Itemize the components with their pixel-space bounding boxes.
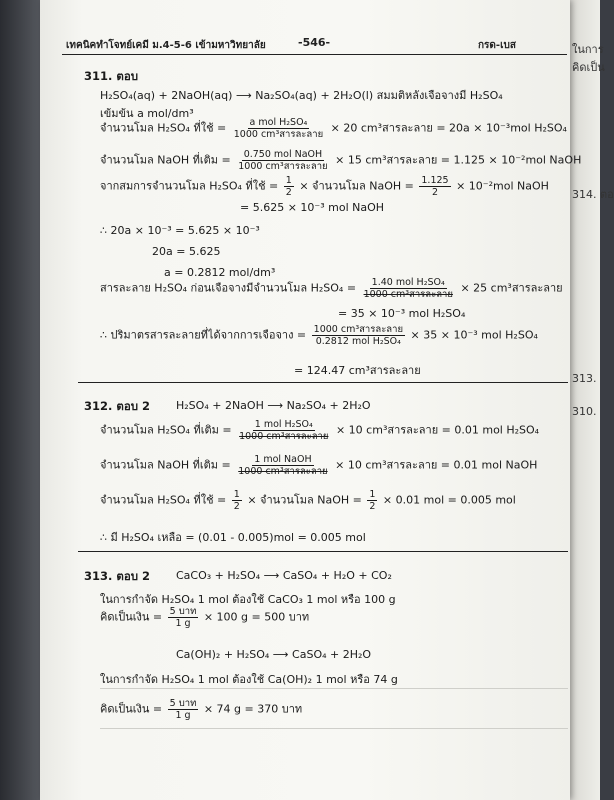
faint-line [100, 688, 568, 689]
denominator: 1 g [175, 710, 191, 721]
fraction [237, 419, 330, 442]
calc-result: = 35 × 10⁻³ mol H₂SO₄ [338, 307, 466, 320]
chapter-name: กรด-เบส [478, 40, 516, 51]
calc-rhs: × 20 cm³สารละลาย = 20a × 10⁻³mol H₂SO₄ [330, 121, 567, 135]
calc-mid: × จำนวนโมล NaOH = [299, 179, 414, 193]
calc-line [100, 454, 537, 477]
reaction-312: H₂SO₄ + 2NaOH ⟶ Na₂SO₄ + 2H₂O [176, 399, 371, 412]
fraction [232, 117, 325, 140]
calc-lhs: จำนวนโมล NaOH ที่เติม = [100, 153, 231, 167]
answer-label-312: 312. ตอบ 2 [84, 399, 151, 413]
adjacent-page [568, 0, 614, 800]
calc-line [100, 324, 538, 347]
numerator: 0.750 mol NaOH [243, 149, 323, 160]
faint-line [100, 728, 568, 729]
denominator: 2 [369, 501, 376, 512]
calc-rhs: × 74 g = 370 บาท [203, 702, 303, 716]
numerator: 1 mol H₂SO₄ [254, 419, 313, 430]
calc-lhs: คิดเป็นเงิน = [100, 702, 163, 716]
calc-line [100, 698, 302, 721]
page-number: -546- [298, 36, 331, 49]
fraction [236, 454, 329, 477]
numerator: 1.40 mol H₂SO₄ [371, 277, 445, 288]
fraction [367, 489, 377, 512]
adjacent-page-text: 313. [572, 372, 597, 385]
fraction [312, 324, 405, 347]
book-page [40, 0, 582, 800]
adjacent-page-text: คิดเป็น [572, 61, 605, 74]
calc-result: ∴ มี H₂SO₄ เหลือ = (0.01 - 0.005)mol = 0.005 mol [100, 531, 366, 544]
denominator: 0.2812 mol H₂SO₄ [315, 336, 401, 347]
numerator: a mol H₂SO₄ [249, 117, 308, 128]
calc-line [100, 175, 549, 198]
denominator: 2 [233, 501, 240, 512]
fraction [236, 149, 329, 172]
numerator: 1 [233, 489, 240, 500]
text-line: ในการกำจัด H₂SO₄ 1 mol ต้องใช้ CaCO₃ 1 mol หรือ 100 g [100, 593, 396, 606]
calc-lhs: สารละลาย H₂SO₄ ก่อนเจือจางมีจำนวนโมล H₂SO₄ = [100, 281, 357, 295]
numerator: 5 บาท [169, 698, 197, 709]
calc-line [100, 606, 309, 629]
numerator: 5 บาท [169, 606, 197, 617]
calc-rhs: × 10 cm³สารละลาย = 0.01 mol NaOH [335, 458, 538, 472]
numerator: 1.125 [421, 175, 449, 186]
denominator: 1000 cm³สารละลาย [239, 431, 329, 442]
calc-rhs: × 15 cm³สารละลาย = 1.125 × 10⁻²mol NaOH [335, 153, 582, 167]
adjacent-page-text: 314. ตอ [572, 188, 614, 201]
calc-step: 20a = 5.625 [152, 245, 221, 258]
denominator: 1000 cm³สารละลาย [238, 161, 328, 172]
fraction [284, 175, 294, 198]
calc-rhs: × 100 g = 500 บาท [203, 610, 310, 624]
numerator: 1 mol NaOH [254, 454, 312, 465]
calc-line [100, 419, 539, 442]
calc-rhs: × 35 × 10⁻³ mol H₂SO₄ [410, 328, 538, 342]
calc-line [100, 489, 516, 512]
adjacent-page-text: 310. [572, 405, 597, 418]
numerator: 1000 cm³สารละลาย [313, 324, 404, 335]
calc-result: = 124.47 cm³สารละลาย [294, 364, 421, 377]
section-rule [78, 382, 568, 383]
calc-line [100, 277, 563, 300]
reaction-313-b: Ca(OH)₂ + H₂SO₄ ⟶ CaSO₄ + 2H₂O [176, 648, 372, 661]
answer-label-311: 311. ตอบ [84, 69, 139, 83]
calc-rhs: × 0.01 mol = 0.005 mol [382, 493, 516, 507]
denominator: 1000 cm³สารละลาย [238, 466, 328, 477]
numerator: 1 [369, 489, 376, 500]
section-rule [78, 551, 568, 552]
concentration-line: เข้มข้น a mol/dm³ [100, 107, 194, 120]
fraction [168, 698, 199, 721]
calc-line [100, 117, 567, 140]
calc-result: = 5.625 × 10⁻³ mol NaOH [240, 201, 385, 214]
calc-lhs: จำนวนโมล H₂SO₄ ที่ใช้ = [100, 121, 227, 135]
calc-lhs: จำนวนโมล H₂SO₄ ที่ใช้ = [100, 493, 227, 507]
denominator: 2 [431, 187, 438, 198]
answer-label-313: 313. ตอบ 2 [84, 569, 151, 583]
fraction [362, 277, 455, 300]
denominator: 2 [285, 187, 292, 198]
calc-mid: × จำนวนโมล NaOH = [247, 493, 362, 507]
reaction-311: H₂SO₄(aq) + 2NaOH(aq) ⟶ Na₂SO₄(aq) + 2H₂O(l) สมมติหลังเจือจางมี H₂SO₄ [100, 89, 503, 102]
fraction [232, 489, 242, 512]
denominator: 1 g [175, 618, 191, 629]
text-line: ในการกำจัด H₂SO₄ 1 mol ต้องใช้ Ca(OH)₂ 1 mol หรือ 74 g [100, 673, 398, 686]
calc-lhs: จำนวนโมล NaOH ที่เติม = [100, 458, 231, 472]
calc-rhs: × 10⁻²mol NaOH [456, 179, 549, 193]
reaction-313-a: CaCO₃ + H₂SO₄ ⟶ CaSO₄ + H₂O + CO₂ [176, 569, 392, 582]
denominator: 1000 cm³สารละลาย [233, 129, 324, 140]
adjacent-page-text: ในการ [572, 43, 604, 56]
calc-rhs: × 25 cm³สารละลาย [460, 281, 563, 295]
book-title: เทคนิคทำโจทย์เคมี ม.4-5-6 เข้ามหาวิทยาลัย [66, 40, 266, 51]
fraction [419, 175, 450, 198]
calc-line [100, 149, 581, 172]
calc-step: a = 0.2812 mol/dm³ [164, 266, 276, 279]
numerator: 1 [285, 175, 292, 186]
header-rule [62, 54, 567, 55]
calc-lhs: ∴ ปริมาตรสารละลายที่ได้จากการเจือจาง = [100, 328, 307, 342]
calc-rhs: × 10 cm³สารละลาย = 0.01 mol H₂SO₄ [335, 423, 540, 437]
denominator: 1000 cm³สารละลาย [363, 289, 453, 300]
calc-lhs: คิดเป็นเงิน = [100, 610, 163, 624]
calc-step: ∴ 20a × 10⁻³ = 5.625 × 10⁻³ [100, 224, 260, 237]
photo-background [0, 0, 40, 800]
calc-lhs: จำนวนโมล H₂SO₄ ที่เติม = [100, 423, 232, 437]
fraction [168, 606, 199, 629]
calc-lhs: จากสมการจำนวนโมล H₂SO₄ ที่ใช้ = [100, 179, 279, 193]
